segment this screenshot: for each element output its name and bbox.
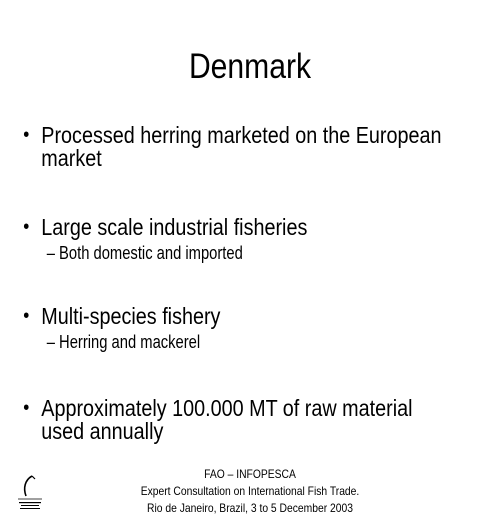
bullet-item — [0, 397, 500, 443]
bullet-item — [0, 216, 500, 263]
bullet-text: Processed herring marketed on the European market — [41, 122, 442, 171]
footer-line: FAO – INFOPESCA — [204, 467, 296, 481]
bullet-text: Large scale industrial fisheries — [41, 214, 308, 240]
bullet-dot: • — [23, 124, 30, 146]
footer-line: Rio de Janeiro, Brazil, 3 to 5 December 2003 — [147, 501, 353, 515]
footer-line: Expert Consultation on International Fish Trade. — [140, 484, 360, 498]
bullet-dot: • — [23, 216, 30, 238]
bullet-dot: • — [23, 397, 30, 419]
sub-bullet-text: – Both domestic and imported — [46, 243, 243, 263]
sub-bullet-text: – Herring and mackerel — [46, 332, 201, 352]
bullet-dot: • — [23, 305, 30, 327]
bullet-text: Multi-species fishery — [41, 303, 221, 329]
bullet-item — [0, 124, 500, 170]
slide-footer — [35, 466, 465, 517]
bullet-item — [0, 305, 500, 352]
slide-title: Denmark — [188, 47, 312, 86]
bullet-text: Approximately 100.000 MT of raw material used annually — [41, 395, 413, 444]
